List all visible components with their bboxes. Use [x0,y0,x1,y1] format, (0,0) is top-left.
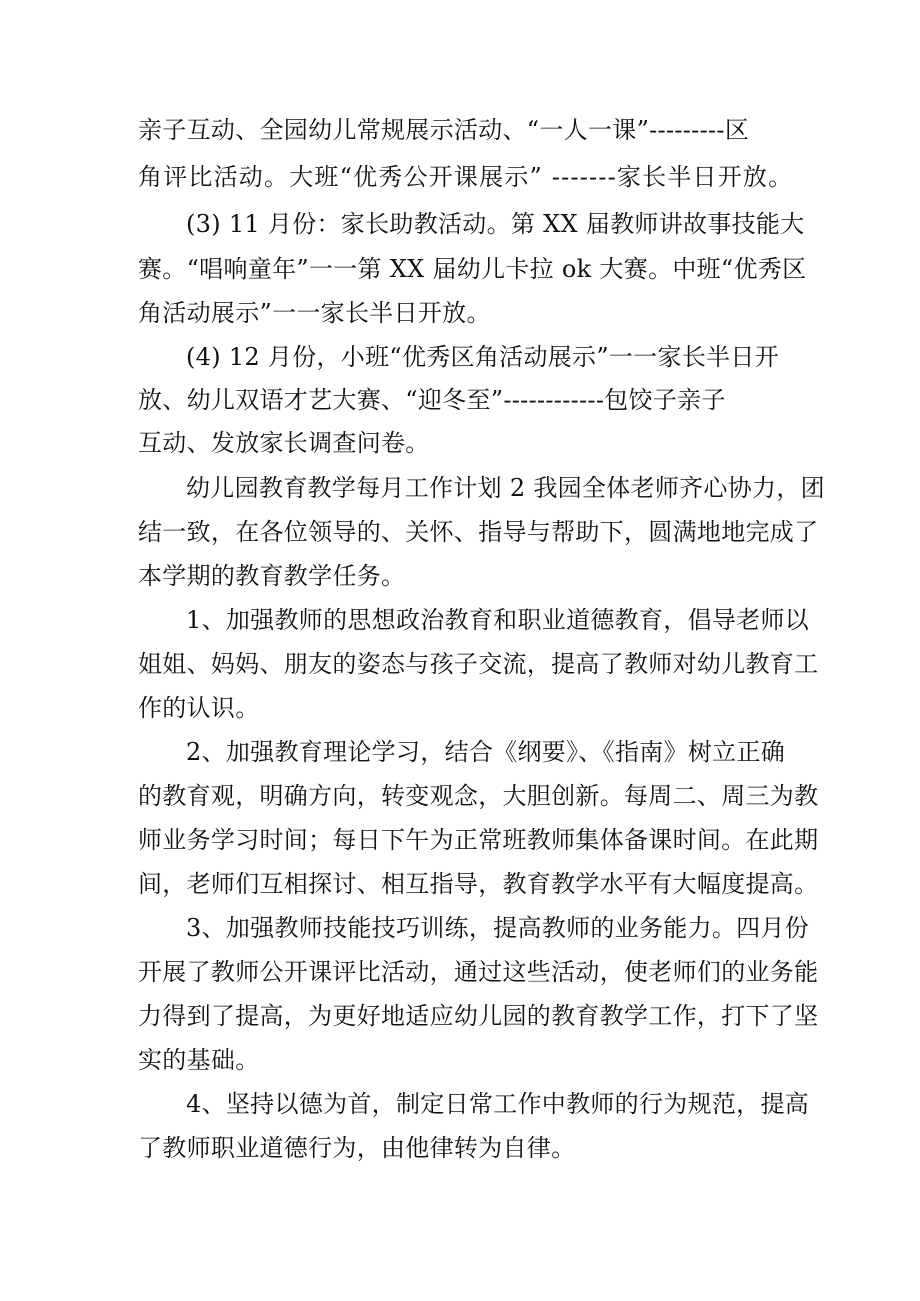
text-line: 2、加强教育理论学习，结合《纲要》、《指南》树立正确 [186,738,786,766]
text-line: 放、幼儿双语才艺大赛、“迎冬至”------------包饺子亲子 [138,386,726,414]
text-line: 了教师职业道德行为，由他律转为自律。 [138,1134,576,1162]
text-line: 实的基础。 [138,1046,260,1074]
text-line: 亲子互动、全园幼儿常规展示活动、“一人一课”---------区 [138,116,750,144]
text-line: 力得到了提高，为更好地适应幼儿园的教育教学工作，打下了坚 [138,1002,819,1030]
text-line: 开展了教师公开课评比活动，通过这些活动，使老师们的业务能 [138,958,819,986]
text-line: 姐姐、妈妈、朋友的姿态与孩子交流，提高了教师对幼儿教育工 [138,650,819,678]
text-line: 作的认识。 [138,694,260,722]
text-line: 师业务学习时间；每日下午为正常班教师集体备课时间。在此期 [138,826,819,854]
text-line: (4) 12 月份，小班“优秀区角活动展示”一一家长半日开 [186,343,780,371]
text-line: 角评比活动。大班“优秀公开课展示” -------家长半日开放。 [138,163,794,191]
text-line: 3、加强教师技能技巧训练，提高教师的业务能力。四月份 [186,914,810,942]
text-line: 互动、发放家长调查问卷。 [138,429,430,457]
text-line: (3) 11 月份：家长助教活动。第 XX 届教师讲故事技能大 [186,210,805,238]
text-line: 角活动展示”一一家长半日开放。 [138,299,491,327]
text-line: 间，老师们互相探讨、相互指导，教育教学水平有大幅度提高。 [138,870,819,898]
text-line: 1、加强教师的思想政治教育和职业道德教育，倡导老师以 [186,606,810,634]
text-line: 赛。“唱响童年”一一第 XX 届幼儿卡拉 ok 大赛。中班“优秀区 [138,255,807,283]
text-line: 4、坚持以德为首，制定日常工作中教师的行为规范，提高 [186,1090,810,1118]
text-line: 本学期的教育教学任务。 [138,562,406,590]
text-line: 幼儿园教育教学每月工作计划 2 我园全体老师齐心协力，团 [186,474,825,502]
text-line: 结一致，在各位领导的、关怀、指导与帮助下，圆满地地完成了 [138,518,819,546]
text-line: 的教育观，明确方向，转变观念，大胆创新。每周二、周三为教 [138,782,819,810]
